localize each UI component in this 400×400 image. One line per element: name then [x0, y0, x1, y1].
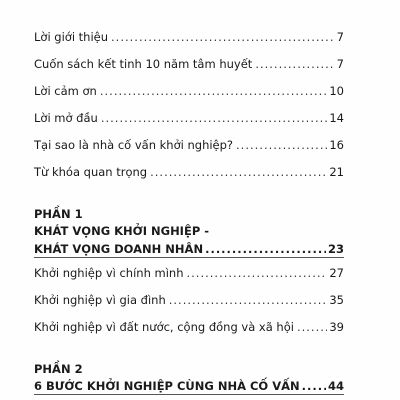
- leader-dots: [169, 293, 328, 307]
- toc-entry-loi-cam-on[interactable]: [34, 84, 344, 98]
- toc-entry-page: 10: [329, 84, 344, 98]
- toc-entry-title: Lời mở đầu: [34, 111, 98, 125]
- toc-entry-tai-sao[interactable]: [34, 138, 344, 152]
- part-2-label: PHẦN 2: [34, 362, 83, 376]
- leader-dots: [205, 242, 326, 256]
- leader-dots: [111, 30, 335, 44]
- toc-entry-vi-dat-nuoc[interactable]: [34, 320, 344, 334]
- part-1-heading-row[interactable]: [34, 242, 344, 256]
- part-1-label: PHẦN 1: [34, 207, 83, 221]
- leader-dots: [187, 266, 328, 280]
- part-1-heading-line-1[interactable]: KHÁT VỌNG KHỞI NGHIỆP -: [34, 224, 210, 238]
- leader-dots: [255, 57, 334, 71]
- toc-entry-page: 21: [329, 165, 344, 179]
- leader-dots: [100, 84, 328, 98]
- toc-entry-loi-mo-dau[interactable]: [34, 111, 344, 125]
- toc-entry-vi-chinh-minh[interactable]: [34, 266, 344, 280]
- part-2-heading: 6 BƯỚC KHỞI NGHIỆP CÙNG NHÀ CỐ VẤN: [34, 379, 300, 393]
- toc-entry-page: 27: [329, 266, 344, 280]
- leader-dots: [101, 111, 328, 125]
- part-1-heading-line-2: KHÁT VỌNG DOANH NHÂN: [34, 242, 204, 256]
- toc-entry-page: 16: [329, 138, 344, 152]
- part-2-page: 44: [327, 379, 344, 393]
- toc-entry-page: 35: [329, 293, 344, 307]
- toc-entry-title: Từ khóa quan trọng: [34, 165, 148, 179]
- toc-entry-title: Tại sao là nhà cố vấn khởi nghiệp?: [34, 138, 234, 152]
- toc-entry-cuon-sach[interactable]: [34, 57, 344, 71]
- toc-entry-page: 14: [329, 111, 344, 125]
- toc-entry-title: Cuốn sách kết tinh 10 năm tâm huyết: [34, 57, 253, 71]
- toc-entry-vi-gia-dinh[interactable]: [34, 293, 344, 307]
- part-2-divider: [34, 394, 344, 395]
- toc-entry-title: Lời cảm ơn: [34, 84, 97, 98]
- part-1-divider: [34, 257, 344, 258]
- leader-dots: [236, 138, 327, 152]
- toc-entry-tu-khoa[interactable]: [34, 165, 344, 179]
- toc-entry-title: Lời giới thiệu: [34, 30, 109, 44]
- leader-dots: [150, 165, 327, 179]
- part-1-page: 23: [327, 242, 344, 256]
- toc-entry-page: 7: [336, 57, 344, 71]
- part-2-heading-row[interactable]: [34, 379, 344, 393]
- toc-entry-title: Khởi nghiệp vì đất nước, cộng đồng và xã hội: [34, 320, 294, 334]
- toc-entry-page: 7: [336, 30, 344, 44]
- toc-entry-title: Khởi nghiệp vì gia đình: [34, 293, 166, 307]
- leader-dots: [297, 320, 327, 334]
- toc-entry-page: 39: [329, 320, 344, 334]
- toc-entry-loi-gioi-thieu[interactable]: [34, 30, 344, 44]
- leader-dots: [302, 379, 326, 393]
- toc-entry-title: Khởi nghiệp vì chính mình: [34, 266, 184, 280]
